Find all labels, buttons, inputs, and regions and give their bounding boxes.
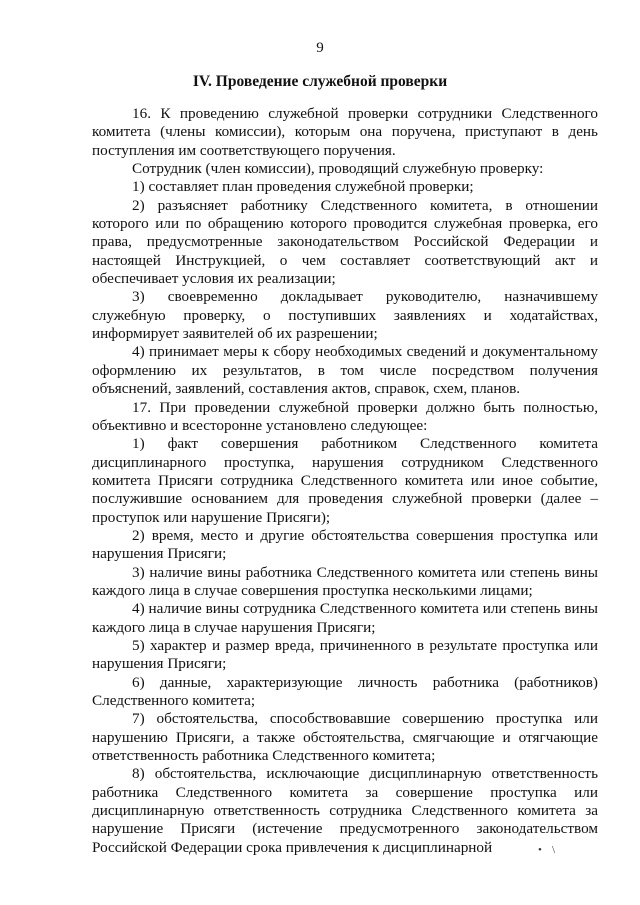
document-body	[92, 105, 598, 857]
list-item: 5) характер и размер вреда, причиненного в результате проступка или нарушения Присяги;	[92, 636, 598, 673]
list-item: 3) своевременно докладывает руководителю, назначившему служебную проверку, о поступивших заявлениях и ходатайствах, информирует заявителей об их разрешении;	[92, 288, 598, 343]
page-mark: \	[552, 844, 556, 856]
list-item: 8) обстоятельства, исключающие дисциплинарную ответственность работника Следственного комитета за совершение проступка или дисциплинарную ответственность сотрудника Следственного комитета за нарушение Присяги (истечение предусмотренного законодательством Российской Федерации срока привлечения к дисциплинарной	[92, 765, 598, 856]
list-item: 4) наличие вины сотрудника Следственного комитета или степень вины каждого лица в случае нарушения Присяги;	[92, 600, 598, 636]
paragraph-intro: Сотрудник (член комиссии), проводящий служебную проверку:	[132, 160, 544, 178]
list-item: 2) время, место и другие обстоятельства совершения проступка или нарушения Присяги;	[92, 526, 598, 563]
list-item: 6) данные, характеризующие личность работника (работников) Следственного комитета;	[92, 673, 598, 709]
list-item: 3) наличие вины работника Следственного комитета или степень вины каждого лица в случае совершения проступка несколькими лицами;	[92, 563, 598, 599]
section-heading: IV. Проведение служебной проверки	[192, 73, 448, 90]
list-item: 1) факт совершения работником Следственного комитета дисциплинарного проступка, нарушения сотрудником Следственного комитета Присяги сотрудника Следственного комитета или иное событие, послужившие основанием для проведения служебной проверки (далее – проступок или нарушение Присяги);	[92, 435, 598, 526]
paragraph-16: 16. К проведению служебной проверки сотрудники Следственного комитета (члены комиссии), которым она поручена, приступают в день поступления им соответствующего поручения.	[92, 105, 598, 159]
list-item: 2) разъясняет работнику Следственного комитета, в отношении которого или по обращению которого проводится служебная проверка, его права, предусмотренные законодательством Российской Федерации и настоящей Инструкцией, о чем составляет соответствующий акт и обеспечивает условия их реализации;	[92, 196, 598, 288]
list-item: 4) принимает меры к сбору необходимых сведений и документальному оформлению их результатов, в том числе посредством получения объяснений, заявлений, составления актов, справок, схем, планов.	[92, 343, 598, 398]
page-number: 9	[316, 40, 324, 56]
list-item: 7) обстоятельства, способствовавшие совершению проступка или нарушению Присяги, а также обстоятельства, смягчающие и отягчающие ответственность работника Следственного комитета;	[92, 710, 598, 765]
paragraph-17: 17. При проведении служебной проверки должно быть полностью, объективно и всесторонне установлено следующее:	[92, 398, 598, 434]
list-item: 1) составляет план проведения служебной проверки;	[132, 178, 474, 196]
page-mark: •	[538, 844, 542, 856]
